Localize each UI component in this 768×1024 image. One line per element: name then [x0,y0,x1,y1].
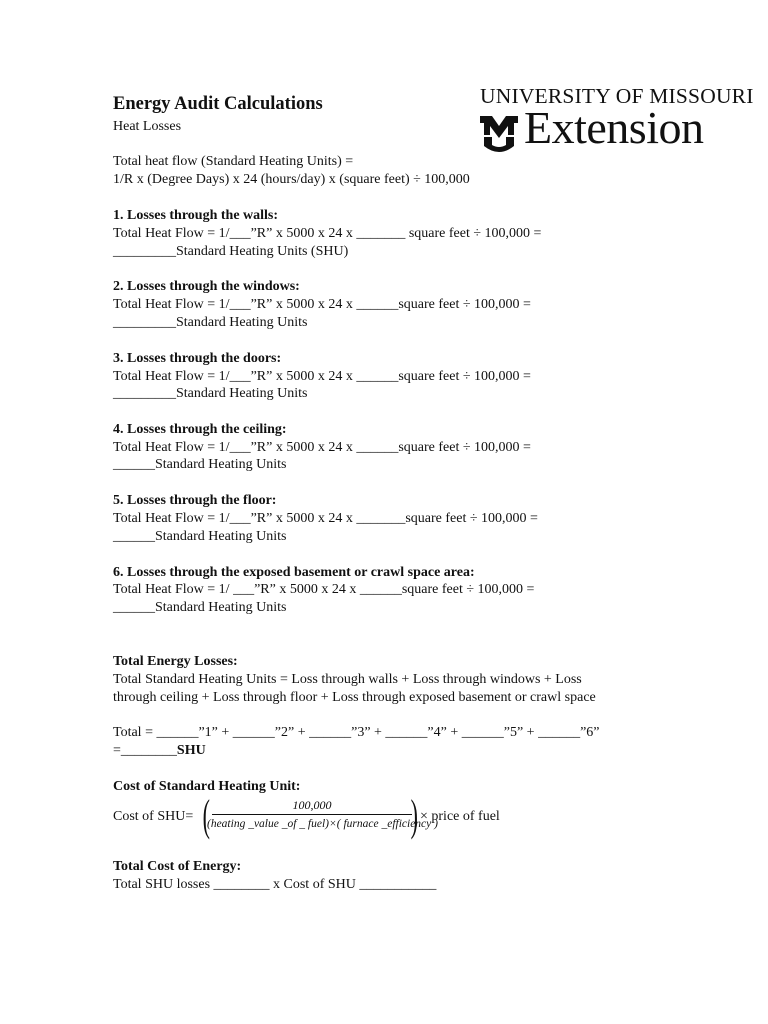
fraction-bar [212,814,412,815]
logo-university-text: UNIVERSITY OF MISSOURI [480,84,754,108]
total-sum-result [113,742,206,759]
section-formula-walls: Total Heat Flow = 1/___”R” x 5000 x 24 x _______ square feet ÷ 100,000 = [113,226,542,241]
section-heading-doors: 3. Losses through the doors: [113,351,282,366]
cost-shu-tail: × price of fuel [420,809,500,824]
section-heading-floor: 5. Losses through the floor: [113,493,277,508]
section-heading-windows: 2. Losses through the windows: [113,279,300,294]
section-formula-windows: Total Heat Flow = 1/___”R” x 5000 x 24 x ______square feet ÷ 100,000 = [113,297,531,312]
section-result-windows: _________Standard Heating Units [113,315,308,330]
total-losses-line-1: Total Standard Heating Units = Loss through walls + Loss through windows + Loss [113,672,582,687]
fraction-numerator: 100,000 [292,798,332,812]
right-paren: ) [410,791,418,840]
cost-shu-heading: Cost of Standard Heating Unit: [113,779,301,794]
total-sum-unit: SHU [176,743,206,758]
intro-line-1: Total heat flow (Standard Heating Units) = [113,154,354,169]
intro-line-2: 1/R x (Degree Days) x 24 (hours/day) x (square feet) ÷ 100,000 [113,172,470,187]
section-result-walls: _________Standard Heating Units (SHU) [113,244,349,259]
cost-shu-label: Cost of SHU= [113,809,194,824]
university-logo [478,84,752,158]
logo-extension-text: Extension [524,102,704,153]
section-result-basement: ______Standard Heating Units [113,600,287,615]
total-losses-heading: Total Energy Losses: [113,654,238,669]
section-formula-floor: Total Heat Flow = 1/___”R” x 5000 x 24 x _______square feet ÷ 100,000 = [113,511,538,526]
page-title: Energy Audit Calculations [113,94,323,114]
section-result-floor: ______Standard Heating Units [113,529,287,544]
total-sum-prefix: =________ [113,743,177,758]
section-result-ceiling: ______Standard Heating Units [113,457,287,472]
section-heading-ceiling: 4. Losses through the ceiling: [113,422,287,437]
left-paren: ( [202,791,210,840]
section-formula-basement: Total Heat Flow = 1/ ___”R” x 5000 x 24 x ______square feet ÷ 100,000 = [113,582,535,597]
section-heading-walls: 1. Losses through the walls: [113,208,279,223]
section-result-doors: _________Standard Heating Units [113,386,308,401]
total-sum-line: Total = ______”1” + ______”2” + ______”3” + ______”4” + ______”5” + ______”6” [113,725,600,740]
page-subtitle: Heat Losses [113,119,182,134]
section-formula-ceiling: Total Heat Flow = 1/___”R” x 5000 x 24 x ______square feet ÷ 100,000 = [113,440,531,455]
section-heading-basement: 6. Losses through the exposed basement or crawl space area: [113,565,475,580]
fraction-denominator: (heating _value _of _ fuel)×( furnace _efficiency ) [207,818,438,830]
total-cost-heading: Total Cost of Energy: [113,859,242,874]
cost-shu-formula [113,791,533,840]
total-losses-line-2: through ceiling + Loss through floor + Loss through exposed basement or crawl space [113,690,596,705]
section-formula-doors: Total Heat Flow = 1/___”R” x 5000 x 24 x ______square feet ÷ 100,000 = [113,369,531,384]
mu-mark-icon [478,114,520,154]
total-cost-line: Total SHU losses ________ x Cost of SHU ___________ [113,877,437,892]
